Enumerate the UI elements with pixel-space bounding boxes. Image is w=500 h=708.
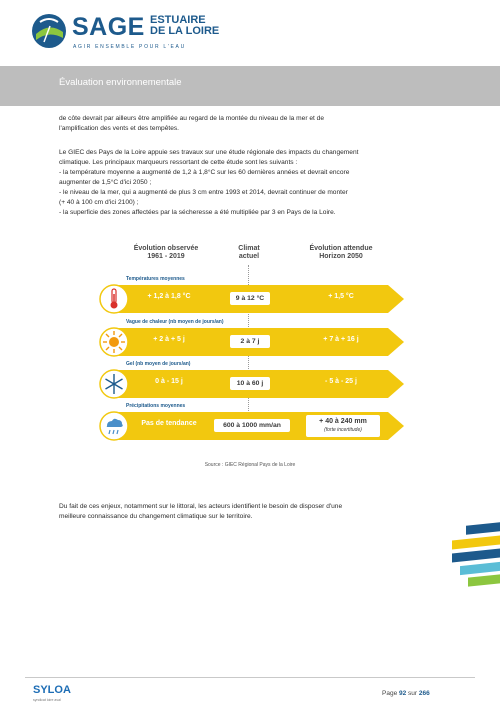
cell-current: 10 à 60 j — [230, 377, 270, 390]
column-header-line: Climat — [238, 245, 260, 252]
cell-expected — [306, 415, 380, 437]
paragraph-line: Du fait de ces enjeux, notamment sur le littoral, les acteurs identifient le besoin de disposer d'une — [59, 503, 343, 510]
row-temperature — [96, 281, 406, 317]
paragraph-line: - la superficie des zones affectées par la sécheresse a été multipliée par 3 en Pays de la Loire. — [59, 209, 336, 216]
thermometer-icon — [99, 284, 129, 314]
column-header-line: Évolution observée — [133, 245, 199, 252]
logo-sage-text: SAGE — [72, 13, 145, 41]
sage-logo-mark-icon — [30, 12, 68, 50]
syloa-logo-subtitle: syndicat loire aval — [33, 698, 61, 702]
paragraph-line: - la température moyenne a augmenté de 1,2 à 1,8°C sur les 60 dernières années et devrait encore — [59, 169, 350, 176]
row-label-frost: Gel (nb moyen de jours/an) — [126, 361, 191, 367]
paragraph-line: climatique. Les principaux marqueurs ressortant de cette étude sont les suivants : — [59, 159, 298, 166]
column-header-observed — [116, 245, 216, 261]
decorative-stripe-green — [468, 574, 500, 586]
column-header-line: 1961 - 2019 — [147, 253, 185, 260]
section-header-bar — [0, 66, 500, 106]
syloa-logo: SYLOA — [33, 684, 71, 696]
column-header-line: actuel — [238, 253, 260, 260]
cell-current: 9 à 12 °C — [230, 292, 270, 305]
row-label-temperature: Températures moyennes — [126, 276, 185, 282]
page-current: 92 — [399, 690, 407, 697]
page-separator: sur — [408, 690, 418, 697]
cell-observed: + 2 à + 5 j — [153, 336, 185, 343]
logo-line1: ESTUAIRE — [150, 14, 206, 26]
sage-logo — [30, 12, 230, 52]
paragraph-line: meilleure connaissance du changement climatique sur le territoire. — [59, 513, 253, 520]
section-title: Évaluation environnementale — [59, 77, 182, 88]
cell-observed: 0 à - 15 j — [155, 378, 183, 385]
decorative-stripe-yellow — [452, 535, 500, 549]
paragraph-line: (+ 40 à 100 cm d'ici 2100) ; — [59, 199, 139, 206]
paragraph-2 — [59, 148, 440, 218]
column-header-current — [224, 245, 274, 261]
cell-current: 2 à 7 j — [230, 335, 270, 348]
paragraph-1 — [59, 114, 440, 134]
paragraph-line: augmenter de 1,5°C d'ici 2050 ; — [59, 179, 152, 186]
row-frost — [96, 366, 406, 402]
column-header-expected — [296, 245, 386, 261]
rain-cloud-icon — [99, 411, 129, 441]
row-heatwave — [96, 324, 406, 360]
cell-expected-value: + 40 à 240 mm — [319, 418, 367, 425]
logo-line2: DE LA LOIRE — [150, 25, 220, 37]
climate-infographic — [96, 245, 406, 445]
decorative-stripe-cyan — [460, 562, 500, 575]
cell-expected-note: (forte incertitude) — [324, 427, 362, 433]
column-header-line: Évolution attendue — [309, 245, 373, 252]
decorative-stripe-blue — [452, 548, 500, 562]
logo-estuaire-text — [150, 15, 219, 37]
cell-observed: Pas de tendance — [141, 420, 197, 427]
page-prefix: Page — [382, 690, 398, 697]
cell-expected: - 5 à - 25 j — [325, 378, 357, 385]
row-precipitation — [96, 408, 406, 444]
infographic-caption: Source : GIEC Régional Pays de la Loire — [204, 462, 296, 468]
cell-current: 600 à 1000 mm/an — [214, 419, 290, 432]
paragraph-line: Le GIEC des Pays de la Loire appuie ses travaux sur une étude régionale des impacts du changement — [59, 149, 359, 156]
paragraph-line: de côte devrait par ailleurs être amplifiée au regard de la montée du niveau de la mer et de — [59, 115, 325, 122]
footer-divider — [25, 677, 475, 678]
decorative-stripe-blue — [466, 522, 500, 535]
paragraph-line: - le niveau de la mer, qui a augmenté de plus 3 cm entre 1993 et 2014, devrait continuer de monter — [59, 189, 348, 196]
paragraph-3 — [59, 502, 440, 522]
cell-observed: + 1,2 à 1,8 °C — [147, 293, 191, 300]
cell-expected: + 1,5 °C — [328, 293, 354, 300]
row-label-precipitation: Précipitations moyennes — [126, 403, 186, 409]
column-header-line: Horizon 2050 — [319, 253, 363, 260]
paragraph-line: l'amplification des vents et des tempêtes. — [59, 125, 180, 132]
page-number — [382, 690, 430, 697]
snowflake-icon — [99, 369, 129, 399]
logo-tagline: AGIR ENSEMBLE POUR L'EAU — [73, 44, 186, 50]
sun-icon — [99, 327, 129, 357]
page-total: 266 — [418, 690, 430, 697]
row-label-heatwave: Vague de chaleur (nb moyen de jours/an) — [126, 319, 224, 325]
cell-expected: + 7 à + 16 j — [323, 336, 359, 343]
